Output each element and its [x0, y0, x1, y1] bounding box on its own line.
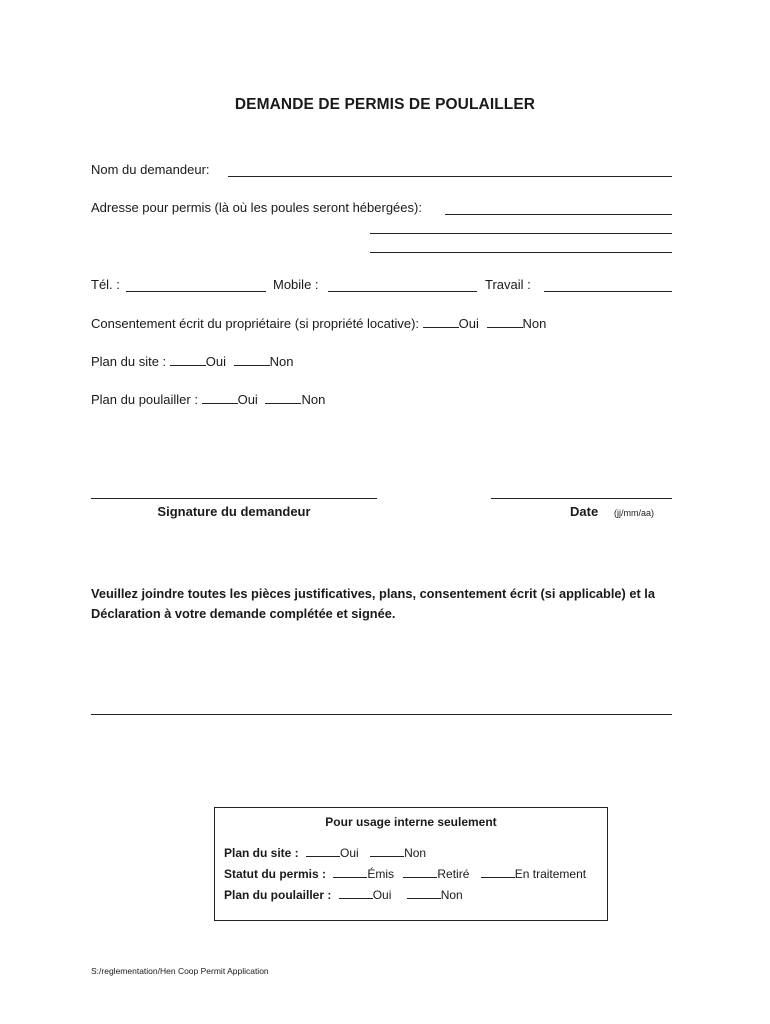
internal-coop-plan-no: Non	[440, 888, 463, 902]
internal-permit-status-label: Statut du permis :	[224, 867, 327, 881]
signature-label: Signature du demandeur	[157, 504, 311, 519]
site-plan-row	[91, 353, 294, 369]
site-plan-no-blank[interactable]	[234, 353, 270, 366]
internal-site-plan-yes-blank[interactable]	[306, 844, 340, 857]
coop-plan-no-label: Non	[301, 392, 326, 407]
address-field-line-1[interactable]	[445, 214, 672, 215]
footer-file-path: S:/reglementation/Hen Coop Permit Application	[91, 966, 269, 976]
consent-label: Consentement écrit du propriétaire (si propriété locative):	[91, 316, 420, 331]
site-plan-no-label: Non	[269, 354, 294, 369]
coop-plan-no-blank[interactable]	[265, 391, 301, 404]
date-format-hint: (jj/mm/aa)	[614, 508, 654, 518]
internal-permit-status-row	[224, 865, 586, 881]
date-line[interactable]	[491, 498, 672, 499]
applicant-name-label: Nom du demandeur:	[91, 162, 210, 177]
internal-coop-plan-row	[224, 886, 463, 902]
site-plan-label: Plan du site :	[91, 354, 167, 369]
signature-line[interactable]	[91, 498, 377, 499]
internal-site-plan-no: Non	[404, 846, 427, 860]
coop-plan-label: Plan du poulailler :	[91, 392, 198, 407]
permit-in-progress-blank[interactable]	[481, 865, 515, 878]
attachment-note-line-1: Veuillez joindre toutes les pièces justificatives, plans, consentement écrit (si applicable) et la	[91, 586, 655, 601]
site-plan-yes-blank[interactable]	[170, 353, 206, 366]
tel-label: Tél. :	[91, 277, 120, 292]
separator-line	[91, 714, 672, 715]
consent-yes-label: Oui	[458, 316, 479, 331]
attachment-note-line-2: Déclaration à votre demande complétée et signée.	[91, 606, 396, 621]
permit-issued: Émis	[367, 867, 395, 881]
address-field-line-2[interactable]	[370, 233, 672, 234]
internal-site-plan-row	[224, 844, 426, 860]
internal-site-plan-no-blank[interactable]	[370, 844, 404, 857]
internal-coop-plan-yes: Oui	[372, 888, 392, 902]
coop-plan-yes-label: Oui	[237, 392, 258, 407]
mobile-label: Mobile :	[273, 277, 319, 292]
consent-row	[91, 315, 546, 331]
consent-yes-blank[interactable]	[423, 315, 459, 328]
coop-plan-row	[91, 391, 325, 407]
tel-field[interactable]	[126, 291, 266, 292]
work-label: Travail :	[485, 277, 531, 292]
date-label: Date	[570, 504, 599, 519]
applicant-name-field[interactable]	[228, 176, 672, 177]
internal-site-plan-yes: Oui	[340, 846, 359, 860]
work-field[interactable]	[544, 291, 672, 292]
form-title: DEMANDE DE PERMIS DE POULAILLER	[234, 96, 536, 113]
internal-use-title: Pour usage interne seulement	[325, 815, 497, 829]
permit-in-progress: En traitement	[514, 867, 587, 881]
internal-coop-plan-yes-blank[interactable]	[339, 886, 373, 899]
coop-plan-yes-blank[interactable]	[202, 391, 238, 404]
internal-coop-plan-no-blank[interactable]	[407, 886, 441, 899]
address-field-line-3[interactable]	[370, 252, 672, 253]
site-plan-yes-label: Oui	[205, 354, 227, 369]
permit-withdrawn: Retiré	[437, 867, 470, 881]
permit-issued-blank[interactable]	[333, 865, 367, 878]
internal-site-plan-label: Plan du site :	[224, 846, 299, 860]
consent-no-blank[interactable]	[487, 315, 523, 328]
internal-use-box	[214, 807, 608, 921]
address-label: Adresse pour permis (là où les poules seront hébergées):	[91, 200, 422, 215]
consent-no-label: Non	[522, 316, 547, 331]
internal-coop-plan-label: Plan du poulailler :	[224, 888, 332, 902]
permit-withdrawn-blank[interactable]	[403, 865, 437, 878]
mobile-field[interactable]	[328, 291, 477, 292]
